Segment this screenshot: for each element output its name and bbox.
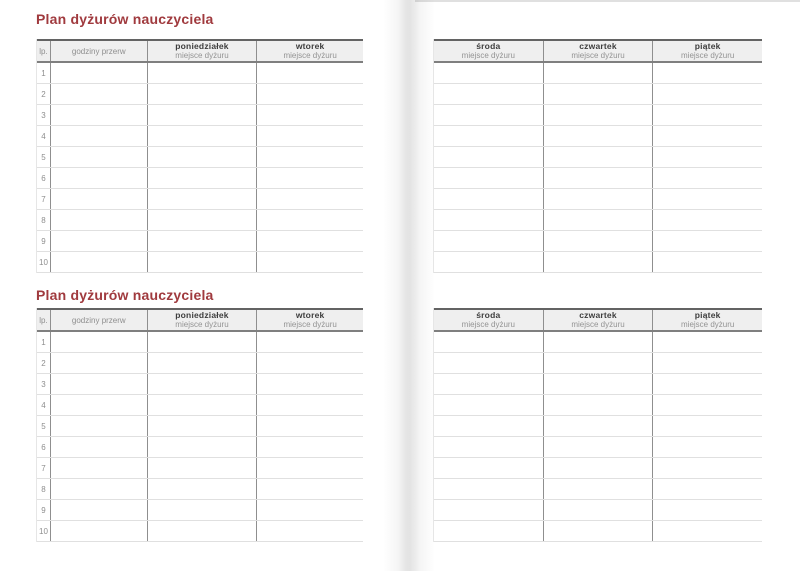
col-header-break-times: godziny przerw	[51, 310, 148, 330]
friday-duty-cell	[653, 231, 762, 251]
monday-duty-cell	[148, 63, 258, 83]
break-time-cell	[51, 353, 148, 373]
friday-duty-cell	[653, 126, 762, 146]
friday-duty-cell	[653, 147, 762, 167]
tuesday-duty-cell	[257, 63, 363, 83]
table-row	[434, 231, 762, 252]
duty-table-mon-tue-top	[36, 39, 363, 273]
table-row	[434, 395, 762, 416]
table-row	[37, 479, 363, 500]
row-number: 5	[37, 147, 51, 167]
monday-duty-cell	[148, 353, 258, 373]
break-time-cell	[51, 500, 148, 520]
table-row	[37, 84, 363, 105]
wednesday-duty-cell	[434, 437, 544, 457]
wednesday-duty-cell	[434, 374, 544, 394]
thursday-duty-cell	[544, 126, 654, 146]
table-row	[434, 189, 762, 210]
row-number: 9	[37, 231, 51, 251]
table-row	[434, 63, 762, 84]
monday-duty-cell	[148, 437, 258, 457]
wednesday-duty-cell	[434, 231, 544, 251]
friday-duty-cell	[653, 210, 762, 230]
col-header-break-times: godziny przerw	[51, 41, 148, 61]
tuesday-duty-cell	[257, 374, 363, 394]
col-header-thursday: czwartek miejsce dyżuru	[544, 310, 654, 330]
thursday-duty-cell	[544, 189, 654, 209]
thursday-duty-cell	[544, 105, 654, 125]
monday-duty-cell	[148, 332, 258, 352]
tuesday-duty-cell	[257, 500, 363, 520]
break-time-cell	[51, 210, 148, 230]
friday-duty-cell	[653, 63, 762, 83]
table-row	[37, 353, 363, 374]
wednesday-duty-cell	[434, 252, 544, 272]
wednesday-duty-cell	[434, 353, 544, 373]
break-time-cell	[51, 416, 148, 436]
thursday-duty-cell	[544, 252, 654, 272]
col-header-wednesday: środa miejsce dyżuru	[434, 310, 544, 330]
tuesday-duty-cell	[257, 395, 363, 415]
table-row	[434, 147, 762, 168]
friday-duty-cell	[653, 500, 762, 520]
break-time-cell	[51, 395, 148, 415]
wednesday-duty-cell	[434, 168, 544, 188]
thursday-duty-cell	[544, 63, 654, 83]
thursday-duty-cell	[544, 168, 654, 188]
duty-table-mon-tue-bottom	[36, 308, 363, 542]
page-title: Plan dyżurów nauczyciela	[36, 287, 214, 303]
monday-duty-cell	[148, 84, 258, 104]
friday-duty-cell	[653, 105, 762, 125]
row-number: 7	[37, 189, 51, 209]
table-row	[434, 332, 762, 353]
tuesday-duty-cell	[257, 168, 363, 188]
col-header-lp: lp.	[37, 41, 51, 61]
table-row	[434, 437, 762, 458]
table-row	[37, 147, 363, 168]
col-header-lp: lp.	[37, 310, 51, 330]
break-time-cell	[51, 147, 148, 167]
break-time-cell	[51, 374, 148, 394]
wednesday-duty-cell	[434, 189, 544, 209]
monday-duty-cell	[148, 126, 258, 146]
tuesday-duty-cell	[257, 105, 363, 125]
table-header-row	[37, 308, 363, 332]
table-row	[37, 500, 363, 521]
friday-duty-cell	[653, 521, 762, 541]
thursday-duty-cell	[544, 521, 654, 541]
friday-duty-cell	[653, 416, 762, 436]
table-row	[37, 126, 363, 147]
book-gutter-shadow	[383, 0, 435, 571]
friday-duty-cell	[653, 252, 762, 272]
table-row	[434, 210, 762, 231]
tuesday-duty-cell	[257, 189, 363, 209]
tuesday-duty-cell	[257, 416, 363, 436]
table-row	[37, 105, 363, 126]
break-time-cell	[51, 458, 148, 478]
tuesday-duty-cell	[257, 437, 363, 457]
monday-duty-cell	[148, 479, 258, 499]
friday-duty-cell	[653, 189, 762, 209]
wednesday-duty-cell	[434, 126, 544, 146]
row-number: 3	[37, 105, 51, 125]
monday-duty-cell	[148, 105, 258, 125]
break-time-cell	[51, 252, 148, 272]
tuesday-duty-cell	[257, 231, 363, 251]
row-number: 6	[37, 437, 51, 457]
table-row	[37, 189, 363, 210]
monday-duty-cell	[148, 189, 258, 209]
row-number: 8	[37, 210, 51, 230]
monday-duty-cell	[148, 395, 258, 415]
row-number: 7	[37, 458, 51, 478]
row-number: 10	[37, 521, 51, 541]
thursday-duty-cell	[544, 479, 654, 499]
col-header-monday: poniedziałek miejsce dyżuru	[148, 41, 258, 61]
table-row	[37, 521, 363, 542]
break-time-cell	[51, 332, 148, 352]
thursday-duty-cell	[544, 353, 654, 373]
table-row	[434, 126, 762, 147]
row-number: 10	[37, 252, 51, 272]
wednesday-duty-cell	[434, 332, 544, 352]
monday-duty-cell	[148, 458, 258, 478]
row-number: 2	[37, 353, 51, 373]
thursday-duty-cell	[544, 416, 654, 436]
wednesday-duty-cell	[434, 416, 544, 436]
table-row	[434, 521, 762, 542]
thursday-duty-cell	[544, 210, 654, 230]
table-row	[37, 252, 363, 273]
col-header-friday: piątek miejsce dyżuru	[681, 41, 735, 60]
thursday-duty-cell	[544, 374, 654, 394]
tuesday-duty-cell	[257, 252, 363, 272]
table-row	[434, 500, 762, 521]
tuesday-duty-cell	[257, 147, 363, 167]
row-number: 4	[37, 395, 51, 415]
break-time-cell	[51, 521, 148, 541]
thursday-duty-cell	[544, 332, 654, 352]
wednesday-duty-cell	[434, 147, 544, 167]
friday-duty-cell	[653, 458, 762, 478]
row-number: 9	[37, 500, 51, 520]
friday-duty-cell	[653, 374, 762, 394]
thursday-duty-cell	[544, 395, 654, 415]
table-row	[434, 353, 762, 374]
wednesday-duty-cell	[434, 395, 544, 415]
table-header-row	[434, 308, 762, 332]
break-time-cell	[51, 437, 148, 457]
col-header-tuesday: wtorek miejsce dyżuru	[283, 310, 337, 329]
break-time-cell	[51, 231, 148, 251]
thursday-duty-cell	[544, 84, 654, 104]
wednesday-duty-cell	[434, 63, 544, 83]
tuesday-duty-cell	[257, 521, 363, 541]
thursday-duty-cell	[544, 458, 654, 478]
tuesday-duty-cell	[257, 479, 363, 499]
tuesday-duty-cell	[257, 126, 363, 146]
row-number: 1	[37, 332, 51, 352]
table-row	[37, 231, 363, 252]
table-row	[37, 63, 363, 84]
tuesday-duty-cell	[257, 353, 363, 373]
duty-table-wed-fri-bottom	[433, 308, 762, 542]
table-header-row	[37, 39, 363, 63]
friday-duty-cell	[653, 479, 762, 499]
tuesday-duty-cell	[257, 210, 363, 230]
row-number: 5	[37, 416, 51, 436]
col-header-monday: poniedziałek miejsce dyżuru	[148, 310, 258, 330]
break-time-cell	[51, 189, 148, 209]
col-header-friday: piątek miejsce dyżuru	[681, 310, 735, 329]
tuesday-duty-cell	[257, 84, 363, 104]
table-row	[434, 252, 762, 273]
table-row	[37, 210, 363, 231]
monday-duty-cell	[148, 252, 258, 272]
friday-duty-cell	[653, 353, 762, 373]
table-row	[434, 105, 762, 126]
wednesday-duty-cell	[434, 479, 544, 499]
monday-duty-cell	[148, 210, 258, 230]
col-header-thursday: czwartek miejsce dyżuru	[544, 41, 654, 61]
wednesday-duty-cell	[434, 521, 544, 541]
monday-duty-cell	[148, 521, 258, 541]
monday-duty-cell	[148, 500, 258, 520]
table-row	[37, 374, 363, 395]
wednesday-duty-cell	[434, 105, 544, 125]
friday-duty-cell	[653, 395, 762, 415]
table-row	[37, 168, 363, 189]
row-number: 1	[37, 63, 51, 83]
row-number: 2	[37, 84, 51, 104]
table-row	[434, 416, 762, 437]
monday-duty-cell	[148, 231, 258, 251]
table-row	[37, 458, 363, 479]
row-number: 3	[37, 374, 51, 394]
table-row	[37, 416, 363, 437]
friday-duty-cell	[653, 332, 762, 352]
wednesday-duty-cell	[434, 500, 544, 520]
wednesday-duty-cell	[434, 458, 544, 478]
row-number: 8	[37, 479, 51, 499]
duty-table-wed-fri-top	[433, 39, 762, 273]
monday-duty-cell	[148, 168, 258, 188]
wednesday-duty-cell	[434, 84, 544, 104]
row-number: 6	[37, 168, 51, 188]
thursday-duty-cell	[544, 437, 654, 457]
friday-duty-cell	[653, 437, 762, 457]
col-header-wednesday: środa miejsce dyżuru	[434, 41, 544, 61]
wednesday-duty-cell	[434, 210, 544, 230]
table-row	[434, 479, 762, 500]
monday-duty-cell	[148, 374, 258, 394]
thursday-duty-cell	[544, 500, 654, 520]
table-row	[37, 437, 363, 458]
break-time-cell	[51, 168, 148, 188]
table-row	[37, 395, 363, 416]
tuesday-duty-cell	[257, 332, 363, 352]
table-row	[37, 332, 363, 353]
tuesday-duty-cell	[257, 458, 363, 478]
thursday-duty-cell	[544, 231, 654, 251]
page-title: Plan dyżurów nauczyciela	[36, 11, 214, 27]
page-top-edge-shadow	[415, 0, 800, 2]
break-time-cell	[51, 479, 148, 499]
friday-duty-cell	[653, 84, 762, 104]
monday-duty-cell	[148, 147, 258, 167]
table-row	[434, 374, 762, 395]
table-header-row	[434, 39, 762, 63]
break-time-cell	[51, 84, 148, 104]
row-number: 4	[37, 126, 51, 146]
friday-duty-cell	[653, 168, 762, 188]
monday-duty-cell	[148, 416, 258, 436]
col-header-tuesday: wtorek miejsce dyżuru	[283, 41, 337, 60]
break-time-cell	[51, 126, 148, 146]
table-row	[434, 458, 762, 479]
break-time-cell	[51, 63, 148, 83]
table-row	[434, 84, 762, 105]
thursday-duty-cell	[544, 147, 654, 167]
break-time-cell	[51, 105, 148, 125]
table-row	[434, 168, 762, 189]
